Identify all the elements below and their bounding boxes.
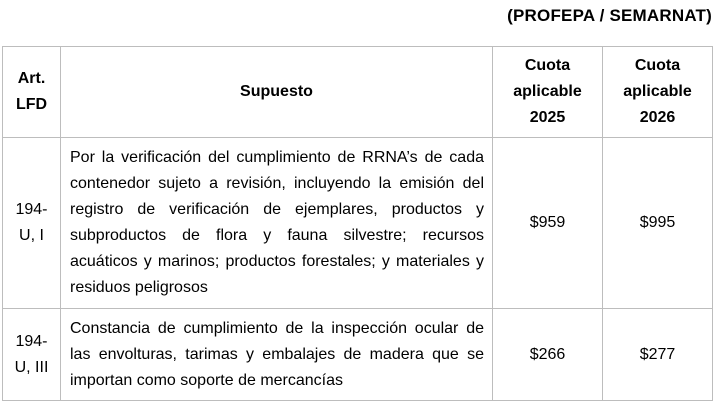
cuota-2026-cell: $277 — [603, 309, 713, 401]
art-line: U, I — [19, 227, 44, 244]
art-line: 194- — [15, 201, 48, 218]
header-cuota-2026-line: 2026 — [639, 109, 676, 126]
header-row — [3, 47, 713, 138]
art-line: U, III — [14, 358, 49, 376]
header-cuota-2026 — [603, 47, 713, 138]
supuesto-cell: Constancia de cumplimiento de la inspección ocular de las envolturas, tarimas y embalajes de madera que se importan como soporte de mercancías — [61, 309, 493, 401]
header-art-line: Art. — [17, 70, 46, 87]
cuota-2025-cell: $266 — [493, 309, 603, 401]
header-art — [3, 47, 61, 138]
fee-table — [2, 46, 713, 401]
header-cuota-2026-line: aplicable — [623, 83, 692, 100]
table-row — [3, 138, 713, 309]
header-art-line: LFD — [15, 96, 48, 113]
supuesto-cell: Por la verificación del cumplimiento de RRNA’s de cada contenedor sujeto a revisión, incluyendo la emisión del registro de verificación de ejemplares, productos y subproductos de flora y fauna silvestre; recursos acuáticos y marinos; productos forestales; y materiales y residuos peligrosos — [61, 138, 493, 309]
art-cell — [3, 309, 61, 401]
cuota-2025-cell: $959 — [493, 138, 603, 309]
table-row — [3, 309, 713, 401]
header-cuota-2025-line: 2025 — [529, 109, 566, 126]
art-line: 194- — [15, 332, 48, 350]
header-cuota-2025-line: aplicable — [513, 83, 582, 100]
header-supuesto: Supuesto — [61, 47, 493, 138]
header-cuota-2025 — [493, 47, 603, 138]
art-cell — [3, 138, 61, 309]
cuota-2026-cell: $995 — [603, 138, 713, 309]
header-cuota-2026-line: Cuota — [634, 57, 681, 74]
header-cuota-2025-line: Cuota — [524, 57, 571, 74]
table-heading: (PROFEPA / SEMARNAT) — [507, 6, 712, 25]
